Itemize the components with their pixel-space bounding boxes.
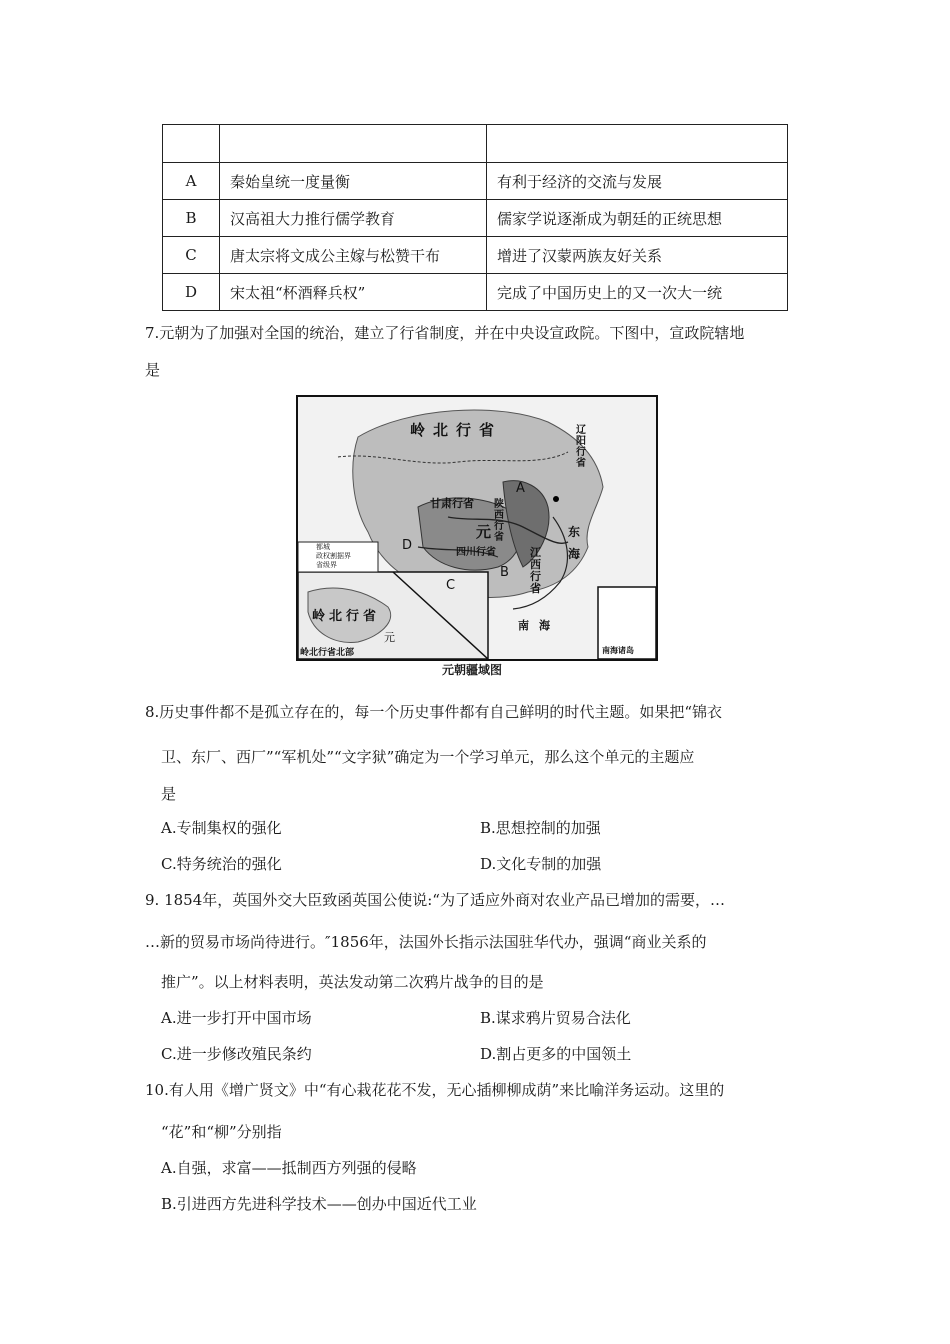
table-header-row bbox=[163, 125, 788, 163]
row-event: 宋太祖“杯酒释兵权” bbox=[220, 274, 487, 311]
q8-option-a[interactable]: A.专制集权的强化 bbox=[161, 819, 282, 837]
q8-option-b[interactable]: B.思想控制的加强 bbox=[480, 819, 601, 837]
q10-option-b[interactable]: B.引进西方先进科学技术——创办中国近代工业 bbox=[161, 1195, 477, 1213]
q9-option-b[interactable]: B.谋求鸦片贸易合法化 bbox=[480, 1009, 631, 1027]
q10-stem-line1: 10.有人用《增广贤文》中“有心栽花花不发，无心插柳柳成荫”来比喻洋务运动。这里的 bbox=[145, 1081, 725, 1099]
row-effect: 完成了中国历史上的又一次大一统 bbox=[487, 274, 788, 311]
label-nanhai: 南海 bbox=[518, 619, 560, 632]
point-a: A bbox=[516, 481, 525, 496]
yuan-territory-map bbox=[296, 395, 658, 661]
label-sichuan: 四川行省 bbox=[456, 547, 496, 558]
q7-stem-line1: 7.元朝为了加强对全国的统治，建立了行省制度，并在中央设宣政院。下图中，宣政院辖地 bbox=[145, 324, 745, 342]
row-event: 唐太宗将文成公主嫁与松赞干布 bbox=[220, 237, 487, 274]
q8-stem-line3: 是 bbox=[161, 785, 177, 803]
label-donghai: 东海 bbox=[568, 525, 581, 561]
label-liaoyang: 辽阳行省 bbox=[576, 425, 586, 469]
header-cell bbox=[220, 125, 487, 163]
row-event: 汉高祖大力推行儒学教育 bbox=[220, 200, 487, 237]
table-row bbox=[163, 274, 788, 311]
label-gansu: 甘肃行省 bbox=[430, 497, 474, 510]
map-caption: 元朝疆域图 bbox=[442, 663, 503, 677]
label-jiangxi: 江西行省 bbox=[530, 546, 541, 595]
row-label: A bbox=[163, 163, 220, 200]
q9-option-c[interactable]: C.进一步修改殖民条约 bbox=[161, 1045, 312, 1063]
answer-table bbox=[162, 124, 788, 311]
row-effect: 有利于经济的交流与发展 bbox=[487, 163, 788, 200]
label-lingbei: 岭北行省 bbox=[410, 421, 503, 439]
point-d: D bbox=[402, 538, 413, 553]
legend-item-border: 政权割据界 bbox=[316, 552, 351, 560]
inset-label-yuan: 元 bbox=[384, 631, 395, 644]
inset-label-lingbei: 岭北行省 bbox=[312, 609, 381, 624]
point-c: C bbox=[446, 578, 456, 593]
q9-stem-line2: …新的贸易市场尚待进行。″1856年，法国外长指示法国驻华代办，强调“商业关系的 bbox=[145, 933, 707, 951]
row-label: B bbox=[163, 200, 220, 237]
q8-option-c[interactable]: C.特务统治的强化 bbox=[161, 855, 282, 873]
label-yuan: 元 bbox=[476, 523, 492, 541]
q8-option-d[interactable]: D.文化专制的加强 bbox=[480, 855, 602, 873]
q9-option-a[interactable]: A.进一步打开中国市场 bbox=[161, 1009, 312, 1027]
row-label: D bbox=[163, 274, 220, 311]
table-row bbox=[163, 163, 788, 200]
row-effect: 增进了汉蒙两族友好关系 bbox=[487, 237, 788, 274]
point-b: B bbox=[500, 565, 509, 580]
q10-option-a[interactable]: A.自强，求富——抵制西方列强的侵略 bbox=[161, 1159, 417, 1177]
row-label: C bbox=[163, 237, 220, 274]
south-sea-inset-label: 南海诸岛 bbox=[602, 646, 634, 655]
table-row bbox=[163, 237, 788, 274]
q8-stem-line1: 8.历史事件都不是孤立存在的，每一个历史事件都有自己鲜明的时代主题。如果把“锦衣 bbox=[145, 703, 722, 721]
q10-stem-line2: “花”和“柳”分别指 bbox=[161, 1123, 282, 1141]
q9-stem-line3: 推广”。以上材料表明，英法发动第二次鸦片战争的目的是 bbox=[161, 973, 544, 991]
capital-marker bbox=[553, 496, 559, 502]
table-row bbox=[163, 200, 788, 237]
row-effect: 儒家学说逐渐成为朝廷的正统思想 bbox=[487, 200, 788, 237]
legend-item-capital: 都城 bbox=[316, 543, 330, 551]
label-shaanxi: 陕西行省 bbox=[494, 499, 504, 543]
q8-stem-line2: 卫、东厂、西厂”“军机处”“文字狱”确定为一个学习单元，那么这个单元的主题应 bbox=[161, 748, 695, 766]
q7-stem-line2: 是 bbox=[145, 361, 161, 379]
header-cell bbox=[487, 125, 788, 163]
inset-caption: 岭北行省北部 bbox=[300, 648, 355, 658]
row-event: 秦始皇统一度量衡 bbox=[220, 163, 487, 200]
q9-stem-line1: 9. 1854年，英国外交大臣致函英国公使说:“为了适应外商对农业产品已增加的需要，… bbox=[145, 891, 725, 909]
header-cell bbox=[163, 125, 220, 163]
legend-item-province: 省级界 bbox=[316, 561, 337, 569]
q9-option-d[interactable]: D.割占更多的中国领土 bbox=[480, 1045, 632, 1063]
